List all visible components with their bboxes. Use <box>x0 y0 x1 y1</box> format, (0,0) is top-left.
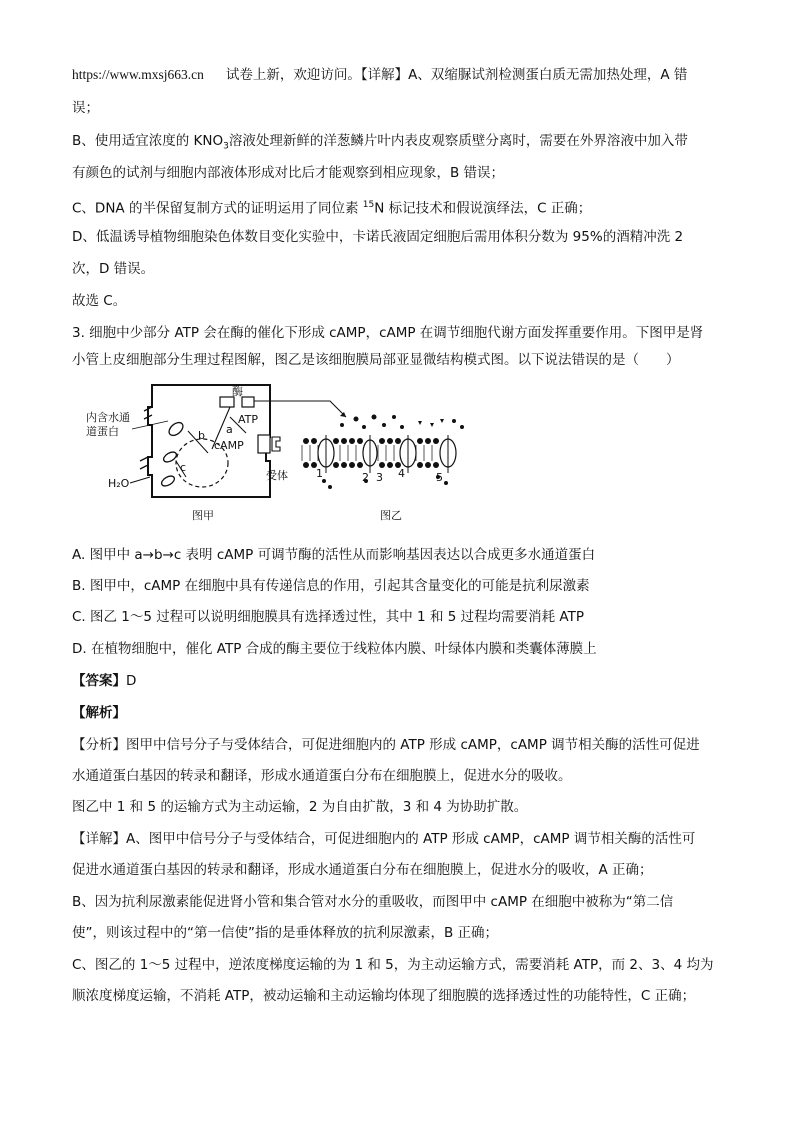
detail-tag: 【详解】 <box>360 67 409 83</box>
detail-c-line1: C、图乙的 1～5 过程中，逆浓度梯度运输的为 1 和 5，为主动运输方式，需要消耗 ATP，而 2、3、4 均为 <box>72 957 714 973</box>
label-receptor: 受体 <box>266 469 288 482</box>
answer-tag: 【答案】 <box>72 673 126 689</box>
detail-a-text1: A、图甲中信号分子与受体结合，可促进细胞内的 ATP 形成 cAMP，cAMP 调节相关酶的活性可 <box>126 831 696 847</box>
detail-tag-2: 【详解】 <box>72 831 126 847</box>
prev-option-c-line <box>72 195 591 219</box>
detail-c-line2: 顺浓度梯度运输，不消耗 ATP，被动运输和主动运输均体现了细胞膜的选择透过性的功能特性，C 正确； <box>72 988 696 1004</box>
detail-a-line1 <box>72 829 695 849</box>
q3-option-c: C. 图乙 1～5 过程可以说明细胞膜具有选择透过性，其中 1 和 5 过程均需要消耗 ATP <box>72 609 584 625</box>
q3-answer-line <box>72 671 136 691</box>
label-camp: cAMP <box>214 439 244 452</box>
prev-option-a-line2: 误； <box>72 100 99 116</box>
fenxi-line2: 水通道蛋白基因的转录和翻译，形成水通道蛋白分布在细胞膜上，促进水分的吸收。 <box>72 768 572 784</box>
label-a: a <box>226 423 233 436</box>
q3-option-a: A. 图甲中 a→b→c 表明 cAMP 可调节酶的活性从而影响基因表达以合成更多水通道蛋白 <box>72 547 596 563</box>
fenxi-line1 <box>72 735 700 755</box>
label-process-3: 3 <box>376 471 383 484</box>
q3-stem-line2: 小管上皮细胞部分生理过程图解，图乙是该细胞膜局部亚显微结构模式图。以下说法错误的是（ ） <box>72 352 680 368</box>
answer-value: D <box>126 673 137 689</box>
prev-option-b-line1 <box>72 131 688 157</box>
label-enzyme: 酶 <box>232 385 243 398</box>
prev-option-a-line1: A、双缩脲试剂检测蛋白质无需加热处理，A 错 <box>408 67 688 83</box>
prev-b-sub: 3 <box>223 141 229 152</box>
label-process-5: 5 <box>436 471 443 484</box>
detail-b-line2: 使”，则该过程中的“第一信使”指的是垂体释放的抗利尿激素，B 正确； <box>72 925 499 941</box>
header-line <box>72 65 687 85</box>
prev-option-d-line2: 次，D 错误。 <box>72 261 155 277</box>
q3-stem-line1: 3. 细胞中少部分 ATP 会在酶的催化下形成 cAMP，cAMP 在调节细胞代谢方面发挥重要作用。下图甲是肾 <box>72 325 704 341</box>
detail-a-line2: 促进水通道蛋白基因的转录和翻译，形成水通道蛋白分布在细胞膜上，促进水分的吸收，A 正确； <box>72 862 653 878</box>
label-h2o: H₂O <box>108 477 130 490</box>
label-water-channel-1: 内含水通 <box>86 411 130 424</box>
site-url[interactable]: https://www.mxsj663.cn <box>72 67 204 82</box>
analysis-tag: 【解析】 <box>72 705 126 721</box>
fenxi-tag: 【分析】 <box>72 737 126 753</box>
prev-b-post: 溶液处理新鲜的洋葱鳞片叶内表皮观察质壁分离时，需要在外界溶液中加入带 <box>228 133 688 149</box>
label-process-1: 1 <box>316 467 323 480</box>
prev-c-sup: 15 <box>362 200 375 210</box>
prev-c-pre: C、DNA 的半保留复制方式的证明运用了同位素 <box>72 200 363 217</box>
label-water-channel-2: 道蛋白 <box>86 425 119 438</box>
q3-figure <box>80 377 500 535</box>
fenxi-line3: 图乙中 1 和 5 的运输方式为主动运输，2 为自由扩散，3 和 4 为协助扩散。 <box>72 799 528 815</box>
label-c: c <box>180 461 187 474</box>
prev-c-post: N 标记技术和假说演绎法，C 正确； <box>374 200 592 217</box>
q3-option-b: B. 图甲中，cAMP 在细胞中具有传递信息的作用，引起其含量变化的可能是抗利尿激素 <box>72 578 590 594</box>
site-note: 试卷上新，欢迎访问。 <box>225 67 361 83</box>
figure-yi <box>302 415 464 523</box>
fenxi-text1: 图甲中信号分子与受体结合，可促进细胞内的 ATP 形成 cAMP，cAMP 调节相关酶的活性可促进 <box>126 737 700 753</box>
prev-choose: 故选 C。 <box>72 293 127 309</box>
detail-b-line1: B、因为抗利尿激素能促进肾小管和集合管对水分的重吸收，而图甲中 cAMP 在细胞中被称为“第二信 <box>72 894 674 910</box>
label-process-2: 2 <box>362 471 369 484</box>
figure-jia <box>86 384 346 522</box>
prev-b-pre: B、使用适宜浓度的 KNO <box>72 133 224 149</box>
prev-option-d-line1: D、低温诱导植物细胞染色体数目变化实验中，卡诺氏液固定细胞后需用体积分数为 95%的酒精冲洗 2 <box>72 229 684 245</box>
label-process-4: 4 <box>398 467 405 480</box>
prev-option-b-line2: 有颜色的试剂与细胞内部液体形成对比后才能观察到相应现象，B 错误； <box>72 165 505 181</box>
label-atp: ATP <box>238 413 259 426</box>
label-figure-jia: 图甲 <box>192 509 214 522</box>
q3-option-d: D. 在植物细胞中，催化 ATP 合成的酶主要位于线粒体内膜、叶绿体内膜和类囊体薄膜上 <box>72 641 597 657</box>
label-figure-yi: 图乙 <box>380 509 402 522</box>
label-b: b <box>198 429 205 442</box>
